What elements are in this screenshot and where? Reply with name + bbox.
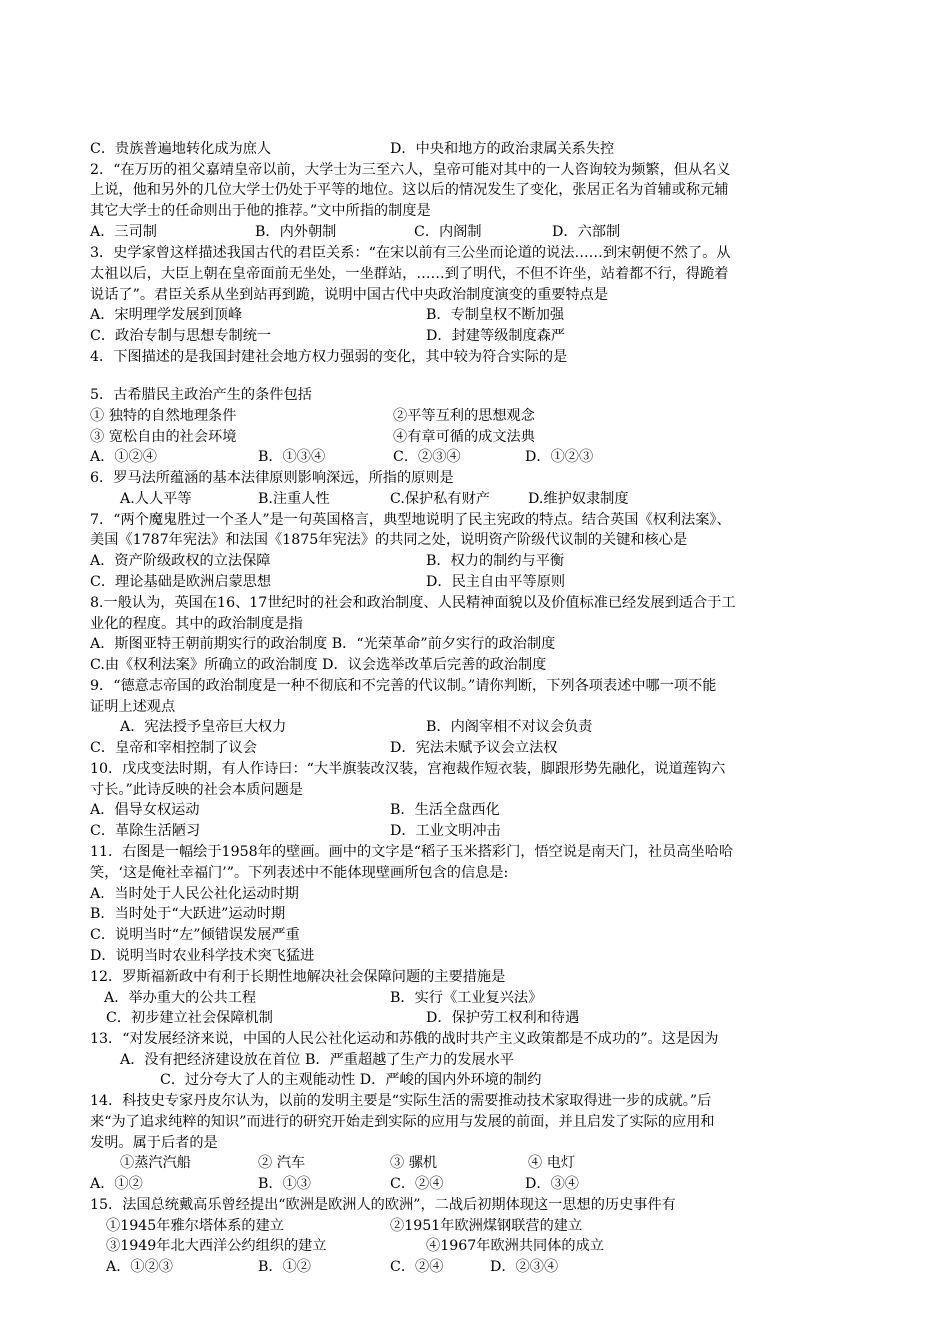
text-line (90, 946, 862, 966)
text-line (90, 1153, 862, 1173)
text-line (90, 264, 862, 284)
text-line (90, 222, 862, 242)
line-text: C．贵族普遍地转化成为庶人 (90, 141, 272, 157)
text-line (90, 305, 862, 325)
text-line (90, 1216, 862, 1236)
line-text: 10．戊戌变法时期，有人作诗曰：“大半旗装改汉装，宫袍裁作短衣装，脚跟形势先融化，说道莲钩六 (90, 761, 726, 777)
line-text: ③1949年北大西洋公约组织的建立 (106, 1238, 327, 1254)
option-text: ②1951年欧洲煤钢联营的建立 (390, 1218, 583, 1234)
line-text: A．①② (90, 1176, 143, 1192)
option-text: D．宪法未赋予议会立法权 (390, 740, 558, 756)
line-text: A．斯图亚特王朝前期实行的政治制度 B．“光荣革命”前夕实行的政治制度 (90, 636, 556, 652)
line-text: 发明。属于后者的是 (90, 1135, 218, 1151)
option-text: B．①② (258, 1259, 311, 1275)
option-text: D．六部制 (552, 224, 621, 240)
text-line (90, 139, 862, 159)
option-text: B．生活全盘西化 (390, 802, 500, 818)
option-text: D．工业文明冲击 (390, 823, 501, 839)
option-text: B．内外朝制 (255, 224, 337, 240)
text-line (90, 530, 862, 550)
text-line (90, 863, 862, 883)
line-text: C．说明当时“左”倾错误发展严重 (90, 927, 300, 943)
text-line (90, 180, 862, 200)
text-line (90, 676, 862, 696)
line-text: 业化的程度。其中的政治制度是指 (90, 616, 303, 632)
line-text: 4．下图描述的是我国封建社会地方权力强弱的变化，其中较为符合实际的是 (90, 349, 568, 365)
line-text: 太祖以后，大臣上朝在皇帝面前无坐处，一坐群站，……到了明代，不但不许坐，站着都不行，得跪着 (90, 266, 729, 282)
option-text: B．实行《工业复兴法》 (390, 990, 543, 1006)
line-text: C．皇帝和宰相控制了议会 (90, 740, 257, 756)
option-text: B．①③④ (258, 449, 326, 465)
line-text: 寸长。”此诗反映的社会本质问题是 (90, 782, 303, 798)
line-text: 14．科技史专家丹皮尔认为，以前的发明主要是“实际生活的需要推动技术家取得进一步的成就。”后 (90, 1093, 712, 1109)
text-line (90, 1050, 862, 1070)
line-text: 6．罗马法所蕴涵的基本法律原则影响深远，所指的原则是 (90, 470, 454, 486)
option-text: B．①③ (258, 1176, 311, 1192)
option-text: B．权力的制约与平衡 (426, 553, 565, 569)
text-line (90, 427, 862, 447)
option-text: B．专制皇权不断加强 (426, 307, 565, 323)
line-text: A．宋明理学发展到顶峰 (90, 307, 243, 323)
line-text: A．宪法授予皇帝巨大权力 (120, 719, 287, 735)
line-text: 笑，‘这是俺社幸福门’”。下列表述中不能体现壁画所包含的信息是: (90, 865, 509, 881)
line-text: A.人人平等 (120, 491, 192, 507)
text-line (90, 347, 862, 367)
line-text: 5．古希腊民主政治产生的条件包括 (90, 387, 312, 403)
line-text: 13．“对发展经济来说，中国的人民公社化运动和苏俄的战时共产主义政策都是不成功的”。这是因为 (90, 1031, 719, 1047)
line-text: ③ 宽松自由的社会环境 (90, 429, 237, 445)
line-text: 15．法国总统戴高乐曾经提出“欧洲是欧洲人的欧洲”，二战后初期体现这一思想的历史事件有 (90, 1197, 676, 1213)
text-line (90, 243, 862, 263)
line-text: 证明上述观点 (90, 699, 176, 715)
text-line (90, 468, 862, 488)
line-text: 9．“德意志帝国的政治制度是一种不彻底和不完善的代议制。”请你判断，下列各项表述中哪一项不能 (90, 678, 717, 694)
line-text: 美国《1787年宪法》和法国《1875年宪法》的共同之处，说明资产阶级代议制的关键和核心是 (90, 532, 688, 548)
line-text: 上说，他和另外的几位大学士仍处于平等的地位。这以后的情况发生了变化，张居正名为首辅或称元辅 (90, 182, 729, 198)
option-text: D．③④ (525, 1176, 579, 1192)
text-line (90, 1008, 862, 1028)
text-line (90, 697, 862, 717)
line-text: 8.一般认为，英国在16、17世纪时的社会和政治制度、人民精神面貌以及价值标准已经发展到适合于工 (90, 595, 736, 611)
text-line (90, 925, 862, 945)
line-text: 3．史学家曾这样描述我国古代的君臣关系：“在宋以前有三公坐而论道的说法……到宋朝便不然了。从 (90, 245, 731, 261)
option-text: ④1967年欧洲共同体的成立 (426, 1238, 604, 1254)
text-line (90, 1236, 862, 1256)
text-line (90, 1195, 862, 1215)
text-line (90, 160, 862, 180)
line-text: 来“为了追求纯粹的知识”而进行的研究开始走到实际的应用与发展的前面，并且启发了实际的应用和 (90, 1114, 715, 1130)
text-line (90, 593, 862, 613)
line-text: 7．“两个魔鬼胜过一个圣人”是一句英国格言，典型地说明了民主宪政的特点。结合英国《权利法案》、 (90, 512, 731, 528)
line-text: C.由《权利法案》所确立的政治制度 D．议会选举改革后完善的政治制度 (90, 657, 547, 673)
text-line (90, 1133, 862, 1153)
line-text: ① 独特的自然地理条件 (90, 408, 237, 424)
option-text: C．②③④ (393, 449, 461, 465)
option-text: ③ 骡机 (390, 1155, 438, 1171)
line-text: A．①②④ (90, 449, 157, 465)
option-text: B.注重人性 (258, 491, 330, 507)
text-line (90, 1174, 862, 1194)
line-text: A．倡导女权运动 (90, 802, 200, 818)
line-text: C．政治专制与思想专制统一 (90, 328, 272, 344)
text-line (90, 884, 862, 904)
text-line (90, 572, 862, 592)
text-line (90, 634, 862, 654)
line-text: A．举办重大的公共工程 (104, 990, 257, 1006)
option-text: D．封建等级制度森严 (426, 328, 566, 344)
line-text: 其它大学士的任命则出于他的推荐。”文中所指的制度是 (90, 203, 431, 219)
text-line (90, 800, 862, 820)
option-text: D．中央和地方的政治隶属关系失控 (390, 141, 615, 157)
line-text: 说话了”。君臣关系从坐到站再到跪，说明中国古代中央政治制度演变的重要特点是 (90, 287, 609, 303)
option-text: D．保护劳工权利和待遇 (426, 1010, 580, 1026)
line-text: A．资产阶级政权的立法保障 (90, 553, 271, 569)
text-line (90, 614, 862, 634)
option-text: C．内阁制 (414, 224, 482, 240)
text-line (90, 385, 862, 405)
option-text: C．②④ (390, 1176, 444, 1192)
option-text: ②平等互利的思想观念 (393, 408, 535, 424)
line-text: A．①②③ (106, 1259, 173, 1275)
text-line (90, 1091, 862, 1111)
option-text: C.保护私有财产 (390, 491, 490, 507)
line-text: 11．右图是一幅绘于1958年的壁画。画中的文字是“稻子玉米搭彩门，悟空说是南天门，社员高坐哈哈 (90, 844, 734, 860)
line-text: C．过分夸大了人的主观能动性 D．严峻的国内外环境的制约 (160, 1072, 542, 1088)
option-text: D．①②③ (525, 449, 594, 465)
option-text: D．②③④ (490, 1259, 559, 1275)
text-line (90, 904, 862, 924)
option-text: ④ 电灯 (528, 1155, 576, 1171)
text-line (90, 655, 862, 675)
text-line (90, 967, 862, 987)
line-text: C．初步建立社会保障机制 (106, 1010, 273, 1026)
text-line (90, 326, 862, 346)
option-text: D.维护奴隶制度 (528, 491, 629, 507)
text-line (90, 780, 862, 800)
line-text: 2．“在万历的祖父嘉靖皇帝以前，大学士为三至六人，皇帝可能对其中的一人咨询较为频繁，但从名义 (90, 162, 731, 178)
text-line (90, 489, 862, 509)
line-text: D．说明当时农业科学技术突飞猛进 (90, 948, 315, 964)
text-line (90, 717, 862, 737)
text-line (90, 1257, 862, 1277)
text-line (90, 285, 862, 305)
option-text: ② 汽车 (258, 1155, 306, 1171)
line-text: A．没有把经济建设放在首位 B．严重超越了生产力的发展水平 (120, 1052, 515, 1068)
text-line (90, 551, 862, 571)
line-text: ①1945年雅尔塔体系的建立 (106, 1218, 284, 1234)
text-line (90, 510, 862, 530)
text-line (90, 406, 862, 426)
text-line (90, 1029, 862, 1049)
line-text: B．当时处于“大跃进”运动时期 (90, 906, 286, 922)
line-text: A．当时处于人民公社化运动时期 (90, 886, 299, 902)
text-line (90, 759, 862, 779)
text-line (90, 821, 862, 841)
text-line (90, 1070, 862, 1090)
option-text: B．内阁宰相不对议会负责 (426, 719, 593, 735)
line-text: C．革除生活陋习 (90, 823, 201, 839)
option-text: D．民主自由平等原则 (426, 574, 566, 590)
line-text: 12．罗斯福新政中有利于长期性地解决社会保障问题的主要措施是 (90, 969, 506, 985)
text-line (90, 447, 862, 467)
text-line (90, 738, 862, 758)
line-text: C．理论基础是欧洲启蒙思想 (90, 574, 272, 590)
text-line (90, 201, 862, 221)
text-line (90, 842, 862, 862)
text-line (90, 1112, 862, 1132)
line-text: ①蒸汽汽船 (120, 1155, 191, 1171)
option-text: ④有章可循的成文法典 (393, 429, 535, 445)
line-text: A．三司制 (90, 224, 157, 240)
option-text: C．②④ (390, 1259, 444, 1275)
text-line (90, 988, 862, 1008)
